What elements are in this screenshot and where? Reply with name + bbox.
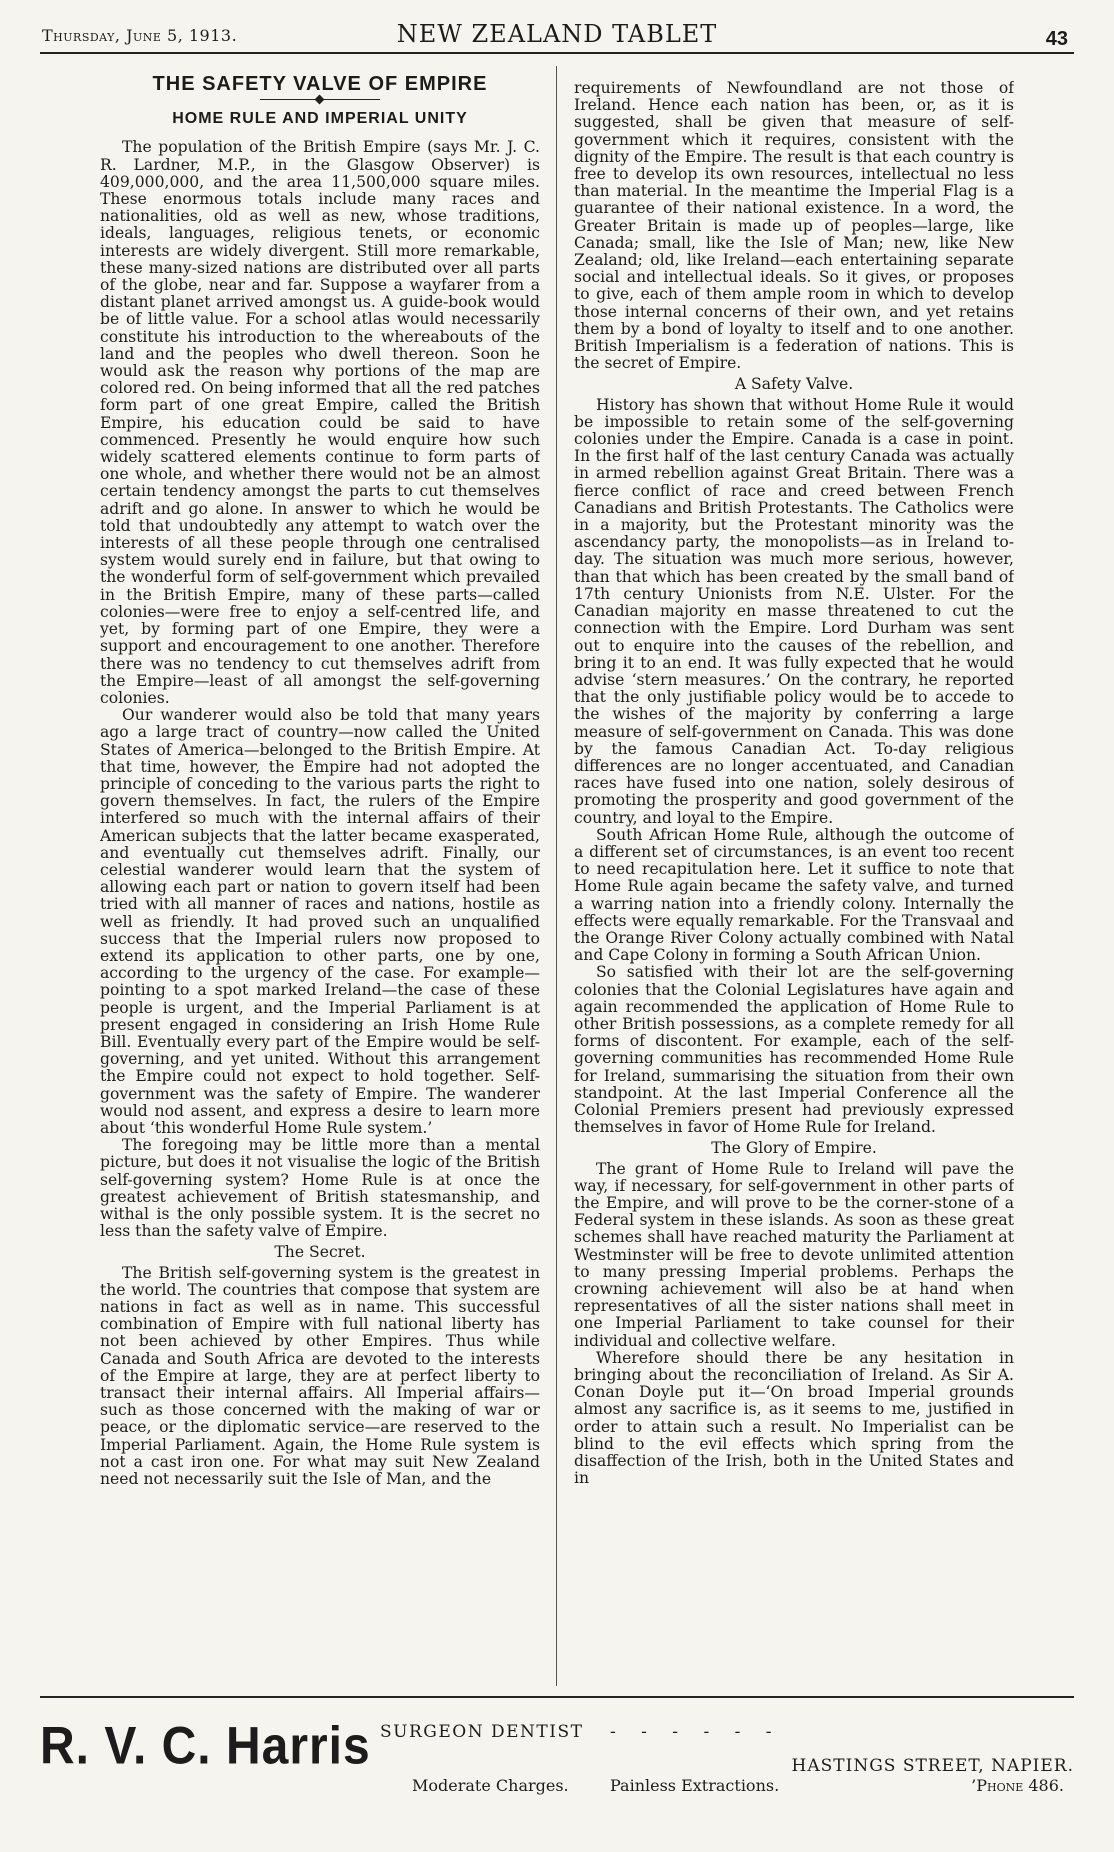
advert-occupation: SURGEON DENTIST [380,1722,584,1742]
advert-charges: Moderate Charges. [412,1776,569,1795]
column-divider [556,66,557,1686]
advert-leader-dots: - - - - - - [610,1722,782,1742]
paragraph: Our wanderer would also be told that many years ago a large tract of country—now called the United States of America—belonged to the British Empire. At that time, however, the Empire had not adopted the principle of conceding to the various parts the right to govern themselves. In fact, the rulers of the Empire interfered so much with the internal affairs of their American subjects that the latter became exasperated, and eventually cut themselves adrift. Finally, our celestial wanderer would learn that the system of allowing each part or nation to govern itself had been tried with all manner of races and nations, hostile as well as friendly. It had proved such an unqualified success that the Imperial rulers now proposed to extend its application to other parts, one by one, according to the urgency of the case. For example—pointing to a spot marked Ireland—the case of these people is urgent, and the Imperial Parliament is at present engaged in considering an Irish Home Rule Bill. Eventually every part of the Empire would be self-governing, and yet united. Without this arrangement the Empire could not expect to hold together. Self-government was the safety of Empire. The wanderer would nod assent, and express a desire to learn more about ‘this wonderful Home Rule system.’ [100,706,540,1137]
article-title: THE SAFETY VALVE OF EMPIRE [152,73,488,95]
paragraph: Wherefore should there be any hesitation in bringing about the reconciliation of Ireland. As Sir A. Conan Doyle put it—‘On broad Imperial grounds almost any sacrifice is, as it seems to me, justified in order to attain such a result. No Imperialist can be blind to the evil effects which spring from the disaffection of the Irish, both in the United States and in [574,1348,1014,1488]
advert-rule [40,1696,1074,1698]
paragraph: The British self-governing system is the greatest in the world. The countries that compose that system are nations in fact as well as in name. This successful combination of Empire with full national liberty has not been achieved by other Empires. Thus while Canada and South Africa are devoted to the interests of the Empire at large, they are at perfect liberty to transact their internal affairs. All Imperial affairs—such as those concerned with the making of war or peace, or the diplomatic service—are reserved to the Imperial Parliament. Again, the Home Rule system is not a cast iron one. For what may suit New Zealand need not necessarily suit the Isle of Man, and the [100,1263,540,1489]
section-heading-glory: The Glory of Empire. [711,1139,877,1158]
advert-name: R. V. C. Harris [40,1717,371,1776]
article-subtitle: HOME RULE AND IMPERIAL UNITY [172,110,468,128]
paragraph: The population of the British Empire (says Mr. J. C. R. Lardner, M.P., in the Glasgow Observer) is 409,000,000, and the area 11,500,000 square miles. These enormous totals include many races and nationalities, old as well as new, whose traditions, ideals, languages, religious tenets, or economic interests are widely divergent. Still more remarkable, these many-sized nations are distributed over all parts of the globe, near and far. Suppose a wayfarer from a distant planet arrived amongst us. A guide-book would be of little value. For a school atlas would necessarily constitute his introduction to the whereabouts of the land and the peoples who dwell thereon. Soon he would ask the reason why portions of the map are colored red. On being informed that all the red patches form part of one great Empire, called the British Empire, his education could be said to have commenced. Presently he would enquire how such widely scattered elements continue to form parts of one whole, and whether there would not be an almost certain tendency amongst the parts to cut themselves adrift and go alone. In answer to which he would be told that undoubtedly any attempt to watch over the interests of all these people through one centralised system would surely end in failure, but that owing to the wonderful form of self-government which prevailed in the British Empire, many of these parts—called colonies—were free to enjoy a self-centred life, and yet, by forming part of one Empire, they were a support and encouragement to one another. Therefore there was no tendency to cut themselves adrift from the Empire—least of all amongst the self-governing colonies. [100,138,540,707]
masthead [40,18,1074,54]
title-ornament-rule [260,99,380,100]
article-column-right [574,80,1014,1700]
section-heading-safety-valve: A Safety Valve. [734,375,854,394]
section-heading-secret: The Secret. [274,1243,366,1262]
advert-painless: Painless Extractions. [610,1776,780,1795]
advert-street: HASTINGS STREET, NAPIER. [791,1756,1074,1776]
advert-phone: ’Phone 486. [971,1776,1064,1795]
page-number: 43 [1045,28,1068,50]
paragraph: The grant of Home Rule to Ireland will pave the way, if necessary, for self-government in other parts of the Empire, and will prove to be the corner-stone of a Federal system in these islands. As soon as these great schemes shall have reached maturity the Parliament at Westminster will be free to devote unlimited attention to many pressing Imperial problems. Perhaps the crowning achievement will also be at hand when representatives of all the sister nations shall meet in one Imperial Parliament to take counsel for their individual and collective welfare. [574,1159,1014,1350]
paragraph: South African Home Rule, although the outcome of a different set of circumstances, is an event too recent to need recapitulation here. Let it suffice to note that Home Rule again became the safety valve, and turned a warring nation into a friendly colony. Internally the effects were equally remarkable. For the Transvaal and the Orange River Colony actually combined with Natal and Cape Colony in forming a South African Union. [574,825,1014,965]
article-column-left [100,66,540,1686]
paragraph: The foregoing may be little more than a mental picture, but does it not visualise the logic of the British self-governing system? Home Rule is at once the greatest achievement of British statesmanship, and withal is the only possible system. It is the secret no less than the safety valve of Empire. [100,1136,540,1241]
issue-date: Thursday, June 5, 1913. [42,26,238,45]
paragraph-continuation: requirements of Newfoundland are not those of Ireland. Hence each nation has been, or, as it is suggested, shall be given that measure of self-government which it requires, consistent with the dignity of the Empire. The result is that each country is free to develop its own resources, intellectual no less than material. In the meantime the Imperial Flag is a guarantee of their national existence. In a word, the Greater Britain is made up of peoples—large, like Canada; small, like the Isle of Man; new, like New Zealand; old, like Ireland—each entertaining separate social and intellectual ideals. So it gives, or proposes to give, each of them ample room in which to develop those internal concerns of their own, and yet retains them by a bond of loyalty to itself and to one another. British Imperialism is a federation of nations. This is the secret of Empire. [574,80,1014,373]
paragraph: History has shown that without Home Rule it would be impossible to retain some of the self-governing colonies under the Empire. Canada is a case in point. In the first half of the last century Canada was actually in armed rebellion against Great Britain. There was a fierce conflict of race and creed between French Canadians and British Protestants. The Catholics were in a majority, but the Protestant minority was the ascendancy party, the monopolists—as in Ireland to-day. The situation was much more serious, however, than that which has been created by the small band of 17th century Unionists from N.E. Ulster. For the Canadian majority en masse threatened to cut the connection with the Empire. Lord Durham was sent out to enquire into the causes of the rebellion, and bring it to an end. It was fully expected that he would advise ‘stern measures.’ On the contrary, he reported that the only justifiable policy would be to accede to the wishes of the majority by conferring a large measure of self-government on Canada. This was done by the famous Canadian Act. To-day religious differences are no longer accentuated, and Canadian races have fused into one nation, solely desirous of promoting the prosperity and good government of the country, and loyal to the Empire. [574,395,1014,827]
newspaper-title: NEW ZEALAND TABLET [396,20,718,48]
paragraph: So satisfied with their lot are the self-governing colonies that the Colonial Legislatures have again and again recommended the application of Home Rule to other British possessions, as a complete remedy for all forms of discontent. For example, each of the self-governing communities has recommended Home Rule for Ireland, summarising the situation from their own standpoint. At the last Imperial Conference all the Colonial Premiers present had previously expressed themselves in favor of Home Rule for Ireland. [574,963,1014,1137]
